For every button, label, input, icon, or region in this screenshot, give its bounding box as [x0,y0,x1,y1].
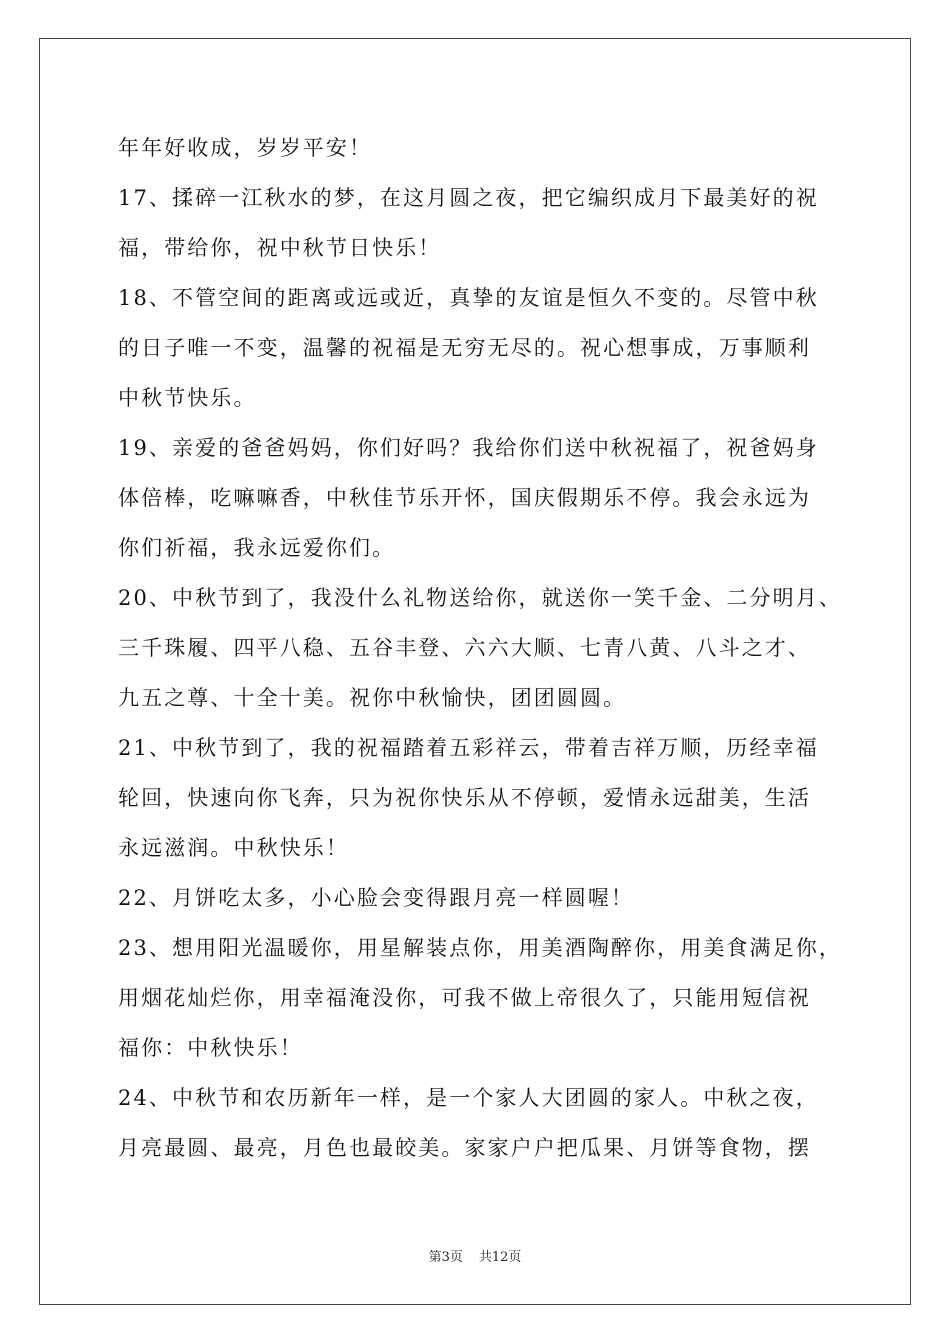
text-line: 18、不管空间的距离或远或近，真挚的友谊是恒久不变的。尽管中秋 [118,286,819,310]
text-line: 中秋节快乐。 [118,386,257,410]
text-line: 三千珠履、四平八稳、五谷丰登、六六大顺、七青八黄、八斗之才、 [118,636,811,660]
text-line: 你们祈福，我永远爱你们。 [118,536,396,560]
text-line: 九五之尊、十全十美。祝你中秋愉快，团团圆圆。 [118,686,627,710]
text-line: 年年好收成，岁岁平安！ [118,136,373,160]
text-line: 永远滋润。中秋快乐！ [118,836,349,860]
text-line: 的日子唯一不变，温馨的祝福是无穷无尽的。祝心想事成，万事顺利 [118,336,811,360]
page-footer [0,1246,950,1265]
page-number: 第3页 [428,1250,463,1265]
text-line: 体倍棒，吃嘛嘛香，中秋佳节乐开怀，国庆假期乐不停。我会永远为 [118,486,811,510]
text-line: 21、中秋节到了，我的祝福踏着五彩祥云，带着吉祥万顺，历经幸福 [118,736,819,760]
text-line: 24、中秋节和农历新年一样，是一个家人大团圆的家人。中秋之夜， [118,1086,819,1110]
text-line: 轮回，快速向你飞奔，只为祝你快乐从不停顿，爱情永远甜美，生活 [118,786,811,810]
text-line: 22、月饼吃太多，小心脸会变得跟月亮一样圆喔！ [118,886,635,910]
text-line: 月亮最圆、最亮，月色也最皎美。家家户户把瓜果、月饼等食物，摆 [118,1136,811,1160]
text-line: 福，带给你，祝中秋节日快乐！ [118,236,442,260]
text-line: 20、中秋节到了，我没什么礼物送给你，就送你一笑千金、二分明月、 [118,586,842,610]
text-line: 用烟花灿烂你，用幸福淹没你，可我不做上帝很久了，只能用短信祝 [118,986,811,1010]
page-frame [39,38,911,1305]
text-line: 19、亲爱的爸爸妈妈，你们好吗？我给你们送中秋祝福了，祝爸妈身 [118,436,819,460]
page-total: 共12页 [478,1250,522,1265]
text-line: 17、揉碎一江秋水的梦，在这月圆之夜，把它编织成月下最美好的祝 [118,186,819,210]
text-line: 福你：中秋快乐！ [118,1036,303,1060]
text-line: 23、想用阳光温暖你，用星解装点你，用美酒陶醉你，用美食满足你， [118,936,842,960]
